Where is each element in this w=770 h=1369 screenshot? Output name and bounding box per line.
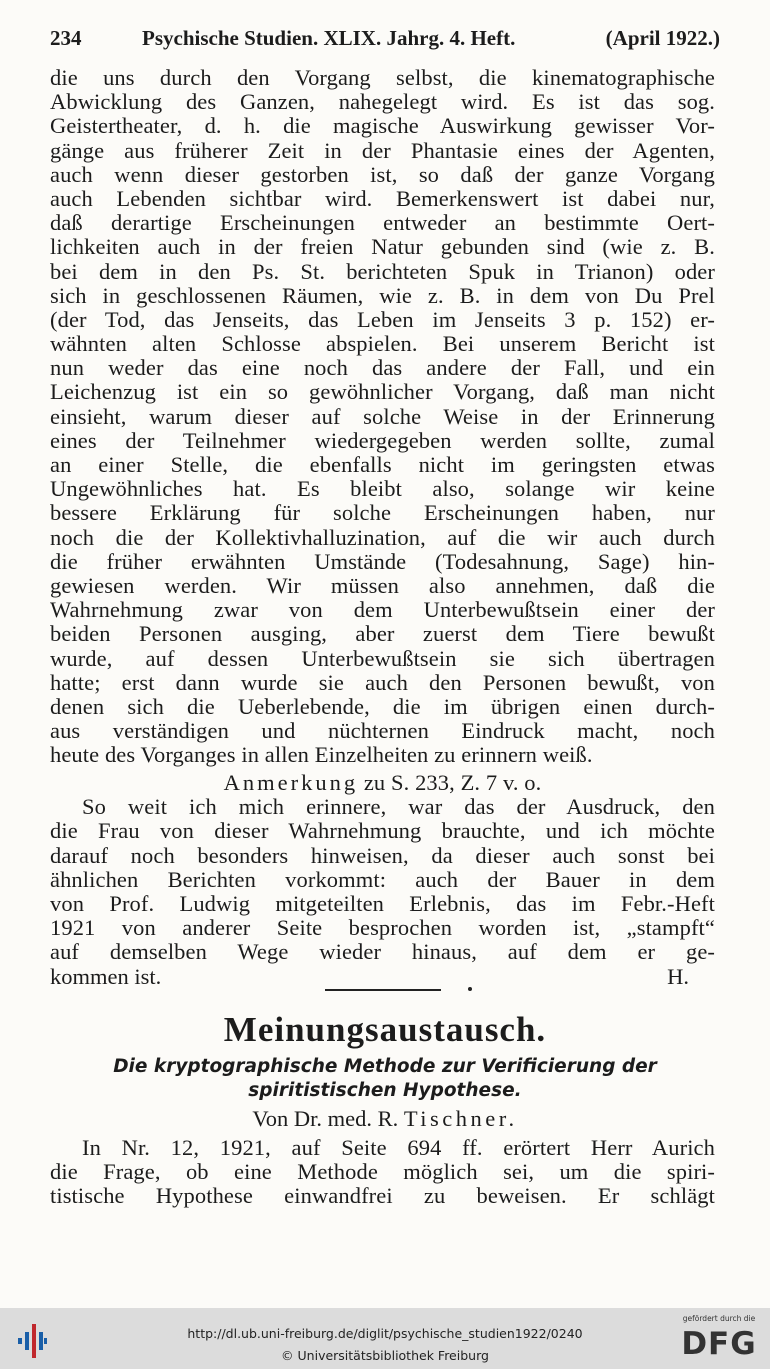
note-heading-label: Anmerkung (223, 770, 359, 795)
body-line: beiden Personen ausging, aber zuerst dem Tiere bewußt (50, 621, 715, 647)
article-opening (50, 1136, 715, 1209)
note-signature: H. (667, 963, 689, 989)
body-line: gänge aus früherer Zeit in der Phantasie eines der Agenten, (50, 137, 715, 163)
note-last-line: kommen ist. (50, 963, 162, 989)
note-heading (50, 771, 715, 795)
note-line: die Frau von dieser Wahrnehmung brauchte, und ich möchte (50, 818, 715, 844)
body-line: lichkeiten auch in der freien Natur gebunden sind (wie z. B. (50, 234, 715, 260)
footer-bar (0, 1308, 770, 1369)
body-line: die früher erwähnten Umstände (Todesahnung, Sage) hin- (50, 548, 715, 574)
section-line: tistische Hypothese einwandfrei zu beweisen. Er schlägt (50, 1183, 715, 1209)
note-line: 1921 von anderer Seite besprochen worden ist, „stampft“ (50, 915, 715, 941)
body-line: denen sich die Ueberlebende, die im übrigen einen durch- (50, 693, 715, 719)
body-line: auch Lebenden sichtbar wird. Bemerkenswert ist dabei nur, (50, 185, 715, 211)
body-line: Ungewöhnliches hat. Es bleibt also, solange wir keine (50, 476, 715, 502)
dfg-logo (676, 1312, 762, 1367)
divider-dot (468, 987, 472, 991)
section-line: die Frage, ob eine Methode möglich sei, um die spiri- (50, 1159, 715, 1185)
body-line: wähnten alten Schlosse abspielen. Bei unserem Bericht ist (50, 331, 715, 357)
article-body (50, 66, 715, 767)
body-line: noch die der Kollektivhalluzination, auf die wir auch durch (50, 524, 715, 550)
article-subtitle (40, 1055, 730, 1103)
author-name: Tischner. (403, 1106, 518, 1131)
body-line: bessere Erklärung für solche Erscheinungen haben, nur (50, 500, 715, 526)
body-line: sich in geschlossenen Räumen, wie z. B. in dem von Du Prel (50, 282, 715, 308)
section-title: Meinungsaustausch. (223, 1010, 547, 1049)
note-text (50, 795, 715, 964)
body-line: auch wenn dieser gestorben ist, so daß der ganze Vorgang (50, 161, 715, 187)
source-url-link[interactable]: http://dl.ub.uni-freiburg.de/diglit/psychische_studien1922/0240 (187, 1326, 583, 1341)
copyright-text: © Universitätsbibliothek Freiburg (281, 1348, 489, 1363)
subtitle-line-2: spiritistischen Hypothese. (248, 1080, 522, 1101)
body-line: bei dem in den Ps. St. berichteten Spuk in Trianon) oder (50, 258, 715, 284)
body-line: Wahrnehmung zwar von dem Unterbewußtsein einer der (50, 597, 715, 623)
running-title: Psychische Studien. XLIX. Jahrg. 4. Heft. (142, 26, 516, 50)
note-block (50, 771, 715, 989)
body-line: gewiesen werden. Wir müssen also annehmen, daß die (50, 572, 715, 598)
author-prefix: Von Dr. med. R. (252, 1106, 399, 1131)
body-line: heute des Vorganges in allen Einzelheiten zu erinnern weiß. (50, 742, 593, 768)
author-line (0, 1106, 770, 1132)
page-number: 234 (50, 26, 82, 50)
issue-date: (April 1922.) (605, 26, 720, 50)
note-final-line (50, 965, 715, 989)
body-line: Leichenzug ist ein so gewöhnlicher Vorgang, daß man nicht (50, 379, 715, 405)
body-line: nun weder das eine noch das andere der Fall, und ein (50, 355, 715, 381)
section-divider (325, 989, 441, 991)
note-line: auf demselben Wege wieder hinaus, auf dem er ge- (50, 939, 715, 965)
section-line: In Nr. 12, 1921, auf Seite 694 ff. erörtert Herr Aurich (82, 1135, 715, 1160)
body-line: aus verständigen und nüchternen Eindruck macht, noch (50, 718, 715, 744)
body-line: die uns durch den Vorgang selbst, die kinematographische (50, 65, 715, 90)
body-line: Abwicklung des Ganzen, nahegelegt wird. Es ist das sog. (50, 89, 715, 115)
dfg-wordmark: DFG (681, 1326, 757, 1362)
body-line: an einer Stelle, die ebenfalls nicht im geringsten etwas (50, 452, 715, 477)
note-line: So weit ich mich erinnere, war das der Ausdruck, den (82, 794, 715, 820)
body-line: daß derartige Erscheinungen entweder an bestimmte Oert- (50, 210, 715, 236)
dfg-caption: gefördert durch die (682, 1314, 756, 1323)
subtitle-line-1: Die kryptographische Methode zur Verificierung der (113, 1056, 657, 1077)
body-line: wurde, auf dessen Unterbewußtsein sie sich übertragen (50, 645, 715, 671)
body-line: Geistertheater, d. h. die magische Auswirkung gewisser Vor- (50, 113, 715, 139)
body-line: einsieht, warum dieser auf solche Weise in der Erinnerung (50, 403, 715, 429)
note-line: darauf noch besonders hinweisen, da dieser auch sonst bei (50, 842, 715, 868)
note-heading-ref: zu S. 233, Z. 7 v. o. (363, 770, 542, 795)
body-line: eines der Teilnehmer wiedergegeben werden sollte, zumal (50, 427, 715, 453)
note-line: ähnlichen Berichten vorkommt: auch der Bauer in dem (50, 866, 715, 892)
body-line: (der Tod, das Jenseits, das Leben im Jenseits 3 p. 152) er- (50, 306, 715, 332)
body-line: hatte; erst dann wurde sie auch den Personen bewußt, von (50, 669, 715, 695)
note-line: von Prof. Ludwig mitgeteilten Erlebnis, das im Febr.-Heft (50, 890, 715, 916)
